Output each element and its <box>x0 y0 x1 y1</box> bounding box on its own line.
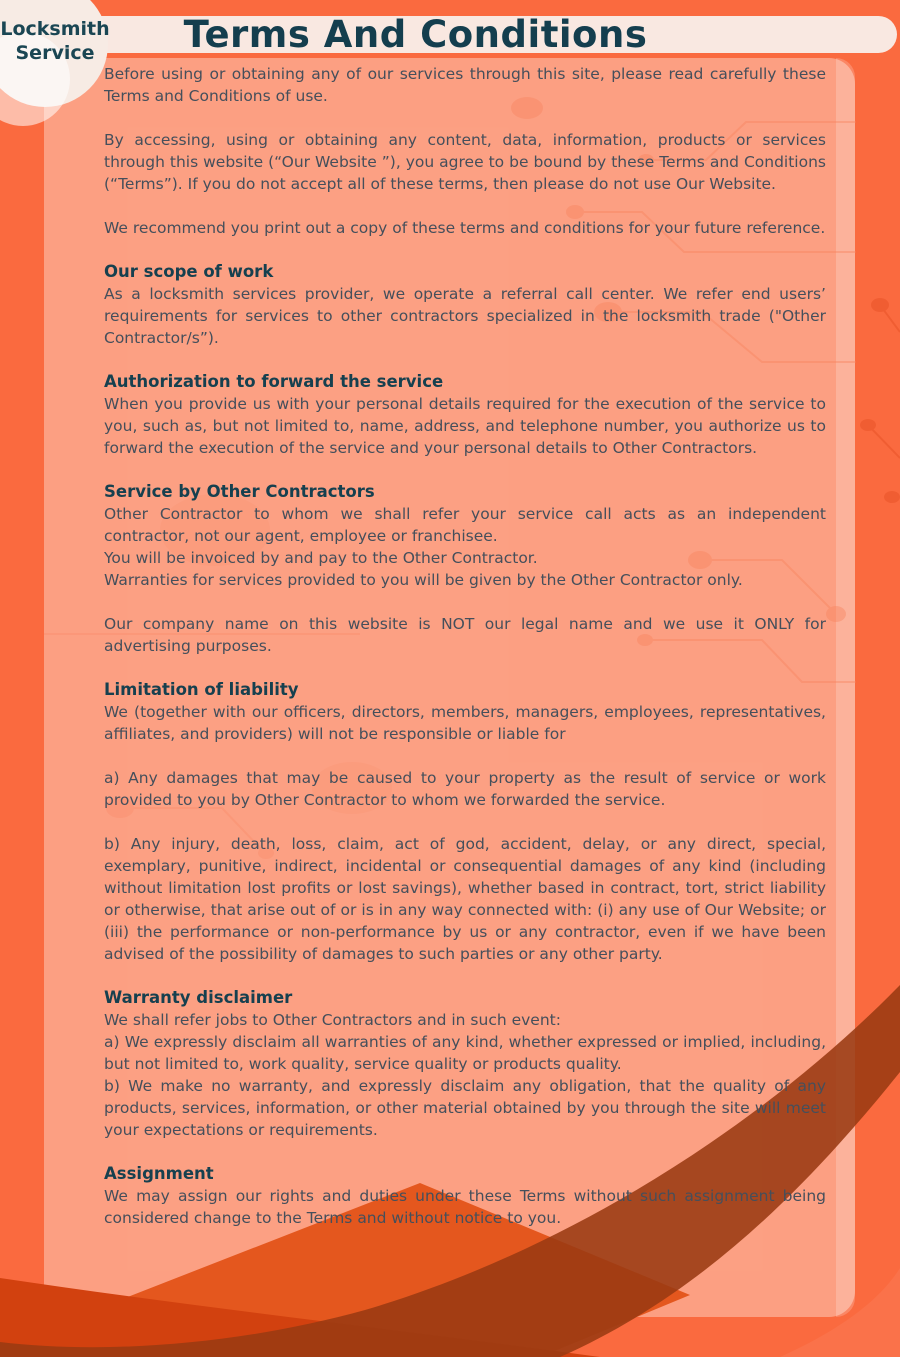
terms-section <box>104 1163 826 1229</box>
section-paragraph: Other Contractor to whom we shall refer your service call acts as an independent contractor, not our agent, employee or franchisee. You will be invoiced by and pay to the Other Contractor. Warranties for services provided to you will be given by the Other Contractor only. <box>104 505 826 589</box>
section-paragraph: By accessing, using or obtaining any content, data, information, products or services through this website (“Our Website ”), you agree to be bound by these Terms and Conditions (“Terms”). If you do not accept all of these terms, then please do not use Our Website. <box>104 131 826 193</box>
brand-badge <box>0 17 110 65</box>
section-heading: Assignment <box>104 1164 214 1183</box>
section-paragraph: We recommend you print out a copy of these terms and conditions for your future reference. <box>104 219 826 237</box>
badge-line2: Service <box>15 42 95 64</box>
section-heading: Service by Other Contractors <box>104 482 375 501</box>
terms-sections <box>104 63 826 1251</box>
section-paragraph: Before using or obtaining any of our services through this site, please read carefully these Terms and Conditions of use. <box>104 65 826 105</box>
badge-line1: Locksmith <box>0 18 110 40</box>
section-heading: Our scope of work <box>104 262 274 281</box>
highlight-arc-decoration <box>780 1268 900 1357</box>
section-paragraph: Our company name on this website is NOT our legal name and we use it ONLY for advertising purposes. <box>104 615 826 655</box>
section-heading: Authorization to forward the service <box>104 372 444 391</box>
section-heading: Limitation of liability <box>104 680 299 699</box>
section-paragraph: We (together with our officers, directors, members, managers, employees, representatives, affiliates, and providers) will not be responsible or liable for <box>104 703 826 743</box>
terms-section <box>104 679 826 965</box>
section-paragraph: We shall refer jobs to Other Contractors and in such event: a) We expressly disclaim all warranties of any kind, whether expressed or implied, including, but not limited to, work quality, service quality or products quality. b) We make no warranty, and expressly disclaim any obligation, that the quality of any products, services, information, or other material obtained by you through the site will meet your expectations or requirements. <box>104 1011 826 1139</box>
terms-section <box>104 481 826 657</box>
section-heading: Warranty disclaimer <box>104 988 293 1007</box>
terms-section <box>104 987 826 1141</box>
section-paragraph: b) Any injury, death, loss, claim, act of god, accident, delay, or any direct, special, exemplary, punitive, indirect, incidental or consequential damages of any kind (including without limitation lost profits or lost savings), whether based in contract, tort, strict liability or otherwise, that arise out of or is in any way connected with: (i) any use of Our Website; or (iii) the performance or non-performance by us or any contractor, even if we have been advised of the possibility of damages to such parties or any other party. <box>104 835 826 963</box>
section-paragraph: a) Any damages that may be caused to your property as the result of service or work provided to you by Other Contractor to whom we forwarded the service. <box>104 769 826 809</box>
terms-section <box>104 63 826 239</box>
terms-section <box>104 261 826 349</box>
section-paragraph: When you provide us with your personal details required for the execution of the service to you, such as, but not limited to, name, address, and telephone number, you authorize us to forward the execution of the service and your personal details to Other Contractors. <box>104 395 826 457</box>
section-paragraph: As a locksmith services provider, we operate a referral call center. We refer end users’ requirements for services to other contractors specialized in the locksmith trade ("Other Contractor/s”). <box>104 285 826 347</box>
page-title: Terms And Conditions <box>183 13 648 56</box>
section-paragraph: We may assign our rights and duties under these Terms without such assignment being considered change to the Terms and without notice to you. <box>104 1187 826 1227</box>
terms-section <box>104 371 826 459</box>
header-band <box>44 13 897 56</box>
